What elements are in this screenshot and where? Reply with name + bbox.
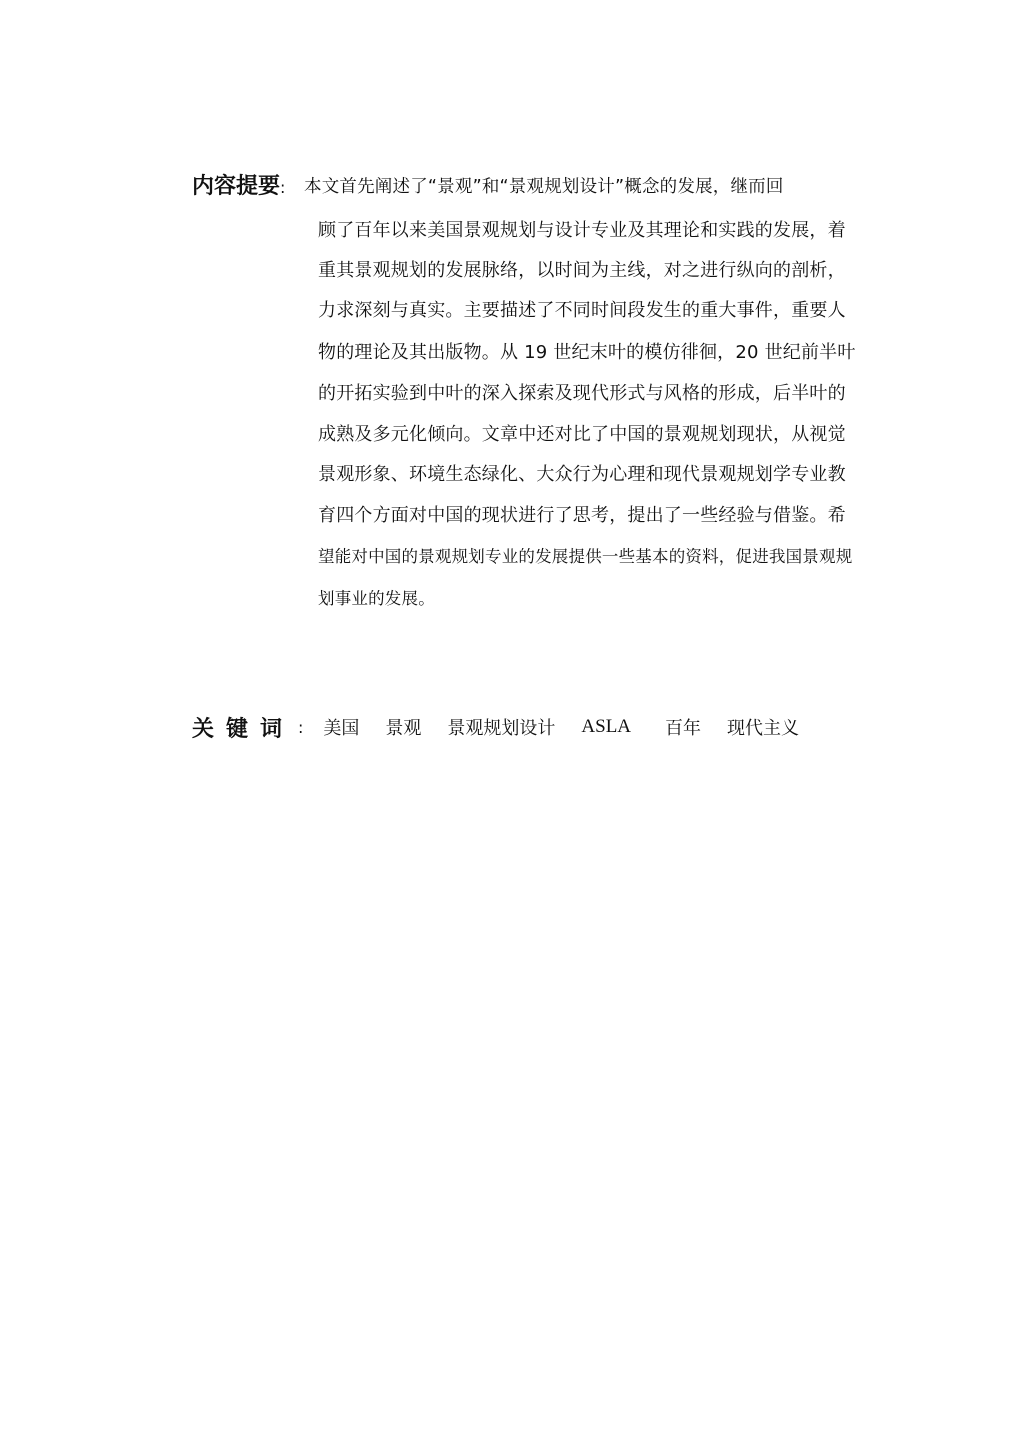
abstract-colon: : xyxy=(280,178,286,197)
abstract-line-11: 划事业的发展。 xyxy=(318,589,435,608)
abstract-label: 内容提要 xyxy=(192,174,281,199)
abstract-line-4: 力求深刻与真实。主要描述了不同时间段发生的重大事件，重要人 xyxy=(318,300,846,321)
keyword-item: ASLA xyxy=(581,716,632,737)
abstract-line-5: 物的理论及其出版物。从 19 世纪末叶的模仿徘徊，20 世纪前半叶 xyxy=(318,342,856,363)
abstract-line-7: 成熟及多元化倾向。文章中还对比了中国的景观规划现状，从视觉 xyxy=(318,424,846,445)
abstract-line-3: 重其景观规划的发展脉络，以时间为主线，对之进行纵向的剖析， xyxy=(318,260,846,281)
keywords-label: 关键词 xyxy=(192,716,295,742)
keywords-row xyxy=(192,712,825,742)
keyword-item: 景观 xyxy=(385,718,422,739)
abstract-line-8: 景观形象、环境生态绿化、大众行为心理和现代景观规划学专业教 xyxy=(318,464,846,485)
abstract-line-9: 育四个方面对中国的现状进行了思考，提出了一些经验与借鉴。希 xyxy=(318,505,846,526)
keywords-colon: : xyxy=(298,717,304,737)
keyword-item: 美国 xyxy=(323,718,360,739)
abstract-line-1: 本文首先阐述了“景观”和“景观规划设计”概念的发展，继而回 xyxy=(304,177,784,197)
keyword-item: 百年 xyxy=(665,718,702,739)
abstract-line-10: 望能对中国的景观规划专业的发展提供一些基本的资料，促进我国景观规 xyxy=(318,547,853,566)
abstract-line-6: 的开拓实验到中叶的深入探索及现代形式与风格的形成，后半叶的 xyxy=(318,383,846,404)
keyword-item: 现代主义 xyxy=(727,718,800,739)
abstract-line-2: 顾了百年以来美国景观规划与设计专业及其理论和实践的发展，着 xyxy=(318,220,846,241)
abstract-heading xyxy=(192,172,285,203)
keyword-item: 景观规划设计 xyxy=(447,718,556,739)
